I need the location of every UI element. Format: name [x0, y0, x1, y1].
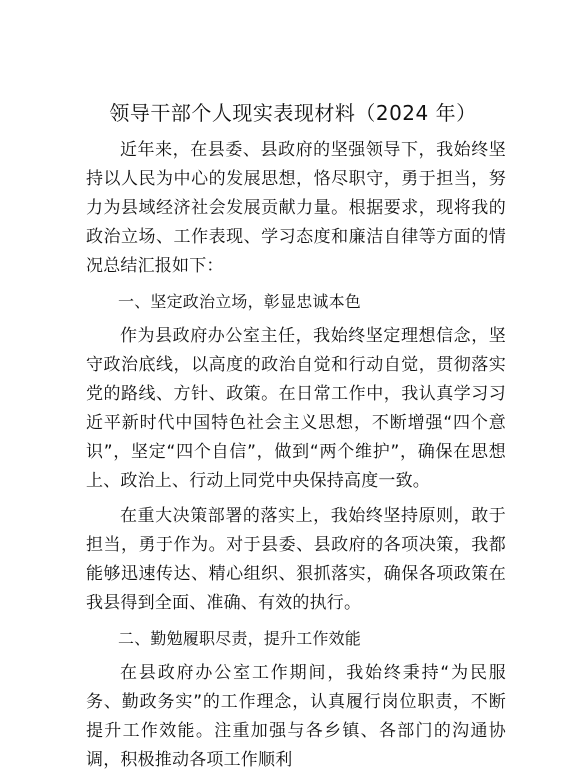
document-body: [86, 136, 506, 781]
section-1-paragraph-1: 作为县政府办公室主任，我始终坚定理想信念，坚守政治底线，以高度的政治自觉和行动自觉，贯彻落实党的路线、方针、政策。在日常工作中，我认真学习习近平新时代中国特色社会主义思想，不断增强“四个意识”，坚定“四个自信”，做到“两个维护”，确保在思想上、政治上、行动上同党中央保持高度一致。: [86, 326, 506, 491]
section-heading-2: 二、勤勉履职尽责，提升工作效能: [118, 629, 362, 648]
document-title: 领导干部个人现实表现材料（2024 年）: [109, 101, 477, 125]
section-2-paragraph-1: 在县政府办公室工作期间，我始终秉持“为民服务、勤政务实”的工作理念，认真履行岗位职责，不断提升工作效能。注重加强与各乡镇、各部门的沟通协调，积极推动各项工作顺利: [86, 663, 506, 770]
intro-paragraph: 近年来，在县委、县政府的坚强领导下，我始终坚持以人民为中心的发展思想，恪尽职守，勇于担当，努力为县域经济社会发展贡献力量。根据要求，现将我的政治立场、工作表现、学习态度和廉洁自律等方面的情况总结汇报如下：: [86, 140, 506, 276]
section-heading-1: 一、坚定政治立场，彰显忠诚本色: [118, 292, 362, 311]
section-1-paragraph-2: 在重大决策部署的落实上，我始终坚持原则，敢于担当，勇于作为。对于县委、县政府的各项决策，我都能够迅速传达、精心组织、狠抓落实，确保各项政策在我县得到全面、准确、有效的执行。: [86, 506, 506, 613]
